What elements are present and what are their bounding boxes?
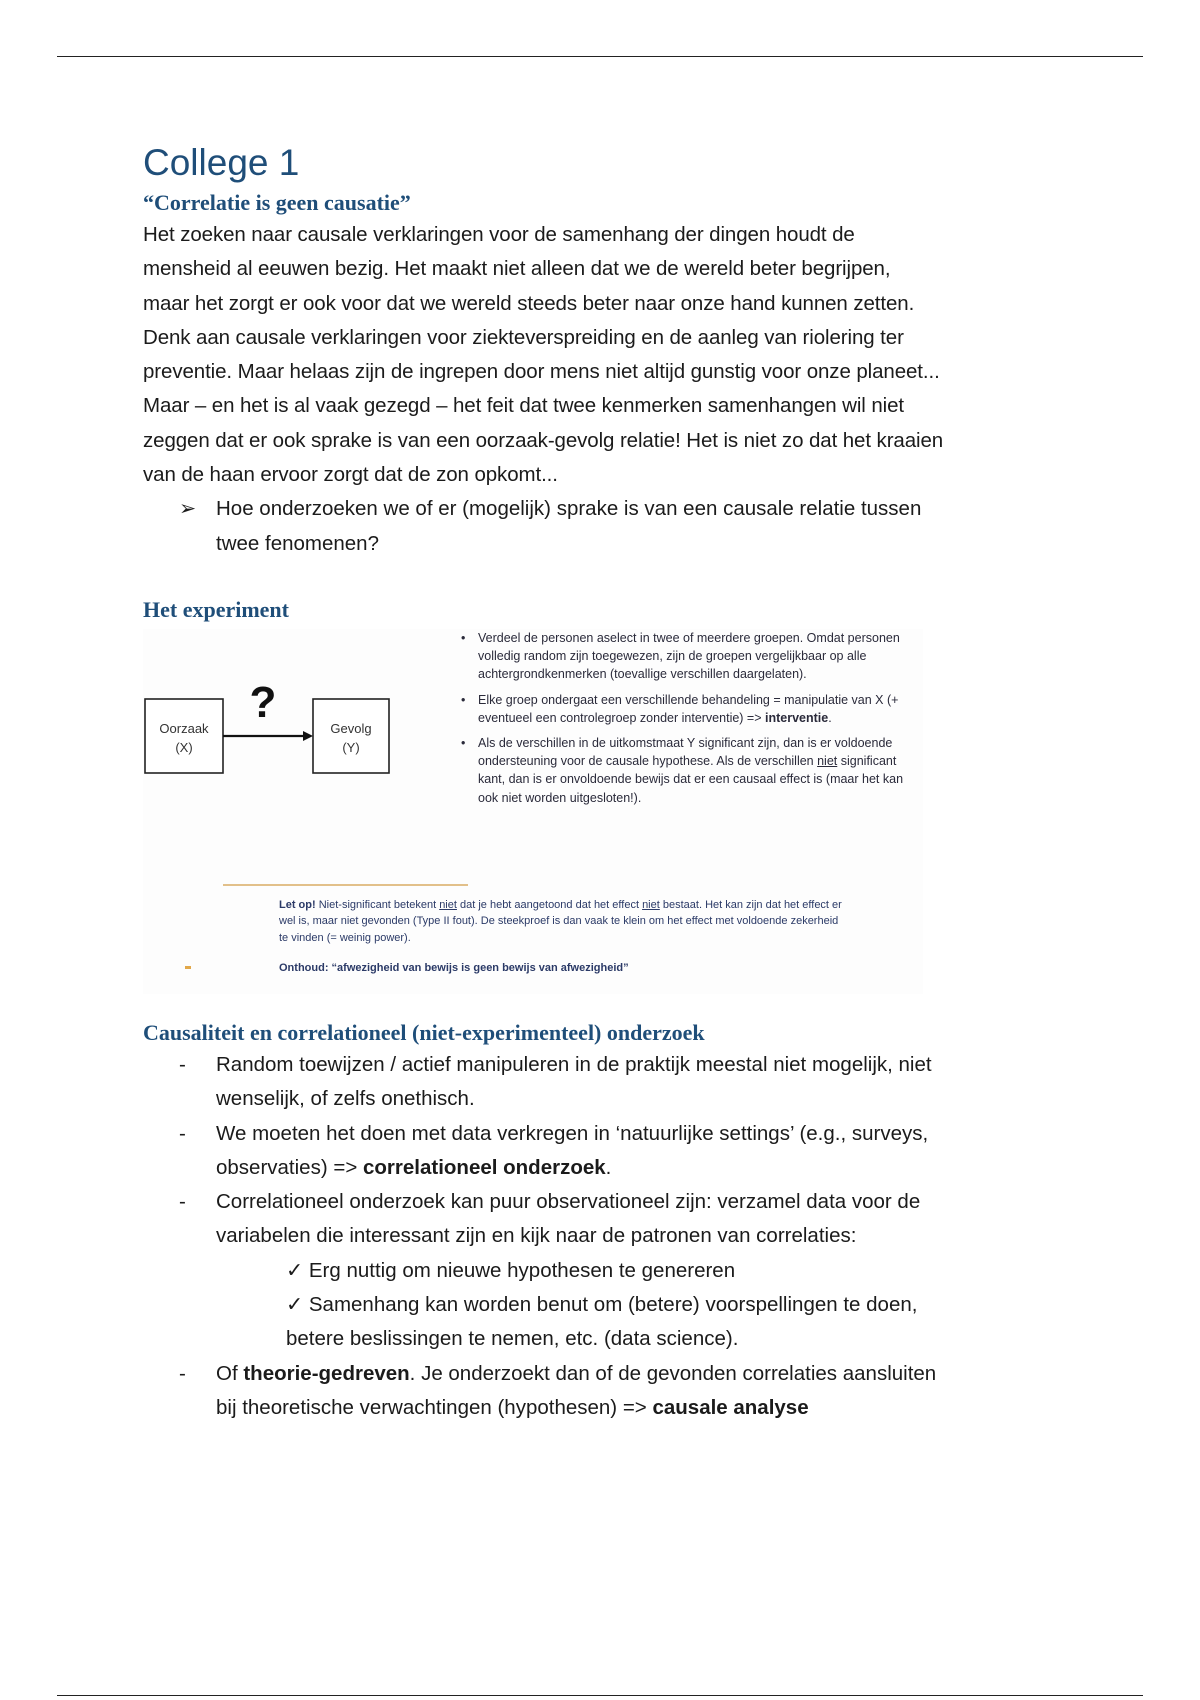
- bullet-text: Elke groep ondergaat een verschillende behandeling = manipulatie van X (+ eventueel een controlegroep zonder interventie) =>: [478, 692, 899, 725]
- intro-paragraph: [143, 218, 1063, 492]
- bullet-tail: .: [828, 710, 832, 725]
- check-continuation: betere beslissingen te nemen, etc. (data science).: [286, 1327, 739, 1351]
- cause-effect-diagram: [143, 649, 466, 789]
- bullet-text: Verdeel de personen aselect in twee of meerdere groepen. Omdat personen volledig random zijn toegewezen, zijn de groepen vergelijkbaar op alle achtergrondkenmerken (toevallige verschillen daargelaten).: [478, 630, 900, 682]
- page-title: College 1: [143, 142, 300, 183]
- experiment-bullet: [461, 734, 921, 807]
- remember-note: Onthoud: “afwezigheid van bewijs is geen bewijs van afwezigheid”: [279, 961, 629, 974]
- check-item: ✓ Samenhang kan worden benut om (betere) voorspellingen te doen,: [286, 1293, 918, 1317]
- subtitle: “Correlatie is geen causatie”: [143, 190, 411, 215]
- intro-line: mensheid al eeuwen bezig. Het maakt niet alleen dat we de wereld beter begrijpen,: [143, 257, 891, 281]
- decorative-tick: [185, 966, 191, 969]
- question-line: twee fenomenen?: [216, 531, 379, 555]
- bullet-dot-icon: •: [461, 692, 466, 707]
- cause-label: Oorzaak: [159, 720, 209, 736]
- arrow-head-icon: [303, 731, 313, 741]
- dash-list-item: [143, 1357, 1063, 1426]
- dash-marker: -: [179, 1361, 186, 1385]
- intro-line: Het zoeken naar causale verklaringen voor de samenhang der dingen houdt de: [143, 223, 855, 246]
- note-text: dat je hebt aangetoond dat het effect: [456, 898, 643, 911]
- question-line: Hoe onderzoeken we of er (mogelijk) sprake is van een causale relatie tussen: [216, 497, 922, 521]
- dash-marker: -: [179, 1052, 186, 1076]
- dash-list-item: [143, 1117, 1063, 1186]
- experiment-figure: [143, 629, 923, 994]
- item-line: wenselijk, of zelfs onethisch.: [216, 1087, 475, 1111]
- item-line: Correlationeel onderzoek kan puur observationeel zijn: verzamel data voor de: [216, 1190, 921, 1214]
- item-bold: correlationeel onderzoek: [363, 1155, 606, 1179]
- bullet-text: Als de verschillen in de uitkomstmaat Y significant zijn, dan is er voldoende ondersteuning voor de causale hypothese. Als de verschillen: [478, 735, 893, 769]
- dash-marker: -: [179, 1121, 186, 1145]
- note-underlined: niet: [642, 898, 660, 911]
- experiment-bullets: [461, 629, 921, 814]
- item-line: We moeten het doen met data verkregen in ‘natuurlijke settings’ (e.g., surveys,: [216, 1121, 929, 1145]
- document-body: [143, 140, 1063, 1425]
- effect-var: (Y): [342, 739, 360, 755]
- experiment-bullet: [461, 629, 921, 684]
- bullet-underlined: niet: [817, 754, 838, 769]
- bullet-bold: interventie: [765, 710, 829, 725]
- item-line: [216, 1357, 1063, 1391]
- item-line: [216, 1151, 1063, 1185]
- item-bold: theorie-gedreven: [243, 1361, 410, 1385]
- arrow-bullet-icon: ➢: [179, 497, 197, 521]
- note-text: bestaat. Het kan zijn dat het effect er wel is, maar niet gevonden (Type II fout). De steekproef is dan vaak te klein om het effect met voldoende zekerheid te vinden (= weinig power).: [279, 898, 842, 944]
- experiment-bullet: [461, 691, 921, 727]
- effect-box: [313, 699, 389, 773]
- section-heading-experiment: Het experiment: [143, 596, 289, 622]
- header-rule: [57, 56, 1143, 57]
- effect-label: Gevolg: [330, 720, 372, 736]
- intro-line: preventie. Maar helaas zijn de ingrepen door mens niet altijd gunstig voor onze planeet...: [143, 360, 940, 384]
- item-text: .: [605, 1155, 612, 1179]
- item-text: Of: [216, 1361, 244, 1385]
- footer-rule: [57, 1695, 1143, 1696]
- item-line: Random toewijzen / actief manipuleren in de praktijk meestal niet mogelijk, niet: [216, 1052, 932, 1076]
- intro-line: maar het zorgt er ook voor dat we wereld steeds beter naar onze hand kunnen zetten.: [143, 291, 915, 315]
- note-underlined: niet: [439, 898, 457, 911]
- check-item: ✓ Erg nuttig om nieuwe hypothesen te genereren: [286, 1258, 736, 1282]
- bullet-text: significant kant, dan is er onvoldoende bewijs dat er een causaal effect is (maar het kan ook niet worden uitgesloten!).: [478, 754, 904, 805]
- bullet-dot-icon: •: [461, 735, 466, 750]
- dash-marker: -: [179, 1190, 186, 1214]
- intro-line: Denk aan causale verklaringen voor ziekteverspreiding en de aanleg van riolering ter: [143, 325, 904, 349]
- figure-divider: [223, 884, 468, 886]
- item-bold: causale analyse: [652, 1395, 809, 1419]
- note-lead: Let op!: [279, 898, 316, 911]
- cause-var: (X): [175, 739, 193, 755]
- item-text: . Je onderzoekt dan of de gevonden correlaties aansluiten: [409, 1361, 937, 1385]
- cause-box: [145, 699, 223, 773]
- caution-note: [279, 897, 849, 947]
- dash-list-item: [143, 1048, 1063, 1117]
- note-text: Niet-significant betekent: [315, 898, 440, 911]
- intro-line: zeggen dat er ook sprake is van een oorzaak-gevolg relatie! Het is niet zo dat het kraaien: [143, 428, 944, 452]
- section-heading-correlational: Causaliteit en correlationeel (niet-experimenteel) onderzoek: [143, 1019, 705, 1045]
- intro-line: van de haan ervoor zorgt dat de zon opkomt...: [143, 463, 558, 487]
- item-line: [216, 1391, 1063, 1425]
- item-line: variabelen die interessant zijn en kijk naar de patronen van correlaties:: [216, 1224, 857, 1248]
- intro-line: Maar – en het is al vaak gezegd – het feit dat twee kenmerken samenhangen wil niet: [143, 394, 905, 418]
- bullet-dot-icon: •: [461, 630, 466, 645]
- question-item: [143, 492, 1063, 561]
- item-text: bij theoretische verwachtingen (hypothesen) =>: [216, 1395, 653, 1419]
- dash-list-item: [143, 1185, 1063, 1254]
- question-mark: ?: [249, 677, 277, 727]
- item-text: observaties) =>: [216, 1155, 363, 1179]
